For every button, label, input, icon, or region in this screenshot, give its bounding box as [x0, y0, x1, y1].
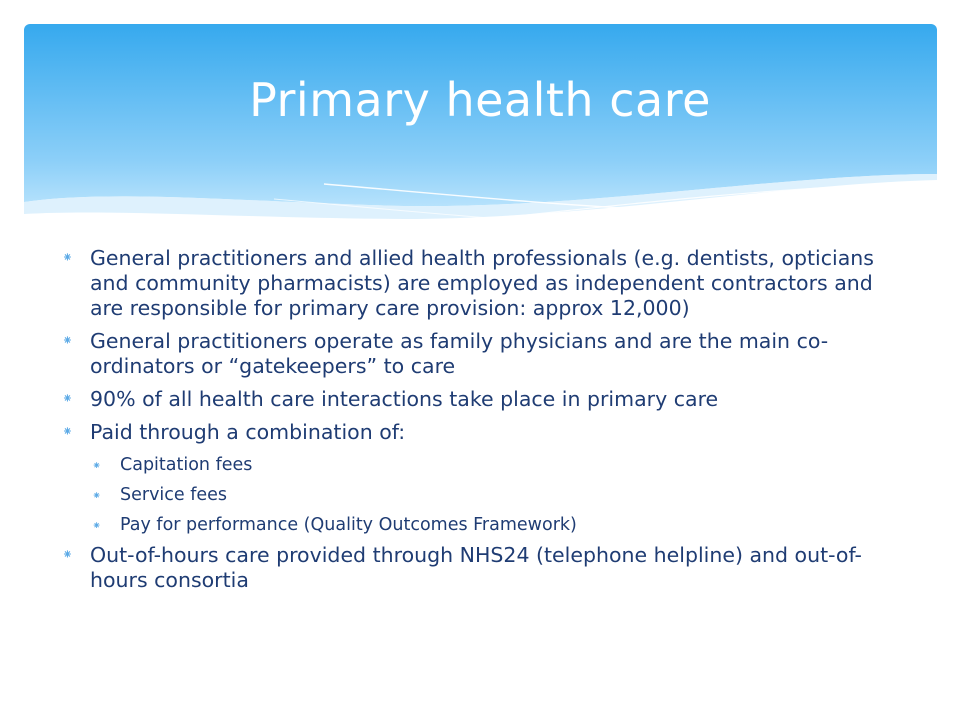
bullet-list: [62, 246, 902, 601]
slide-title: Primary health care: [249, 73, 711, 127]
list-item: [62, 387, 902, 412]
bullet-icon: ⁕: [92, 459, 102, 472]
bullet-icon: ⁕: [62, 548, 73, 563]
list-item: [62, 420, 902, 445]
sub-list-item: [92, 483, 902, 508]
list-item: [62, 543, 902, 593]
sub-bullet-text: Pay for performance (Quality Outcomes Framework): [120, 515, 577, 535]
sub-list-item: [92, 453, 902, 478]
header-banner: [24, 24, 937, 254]
sub-list-item: [92, 513, 902, 538]
bullet-icon: ⁕: [92, 489, 102, 502]
bullet-icon: ⁕: [62, 334, 73, 349]
bullet-text: Paid through a combination of:: [90, 420, 406, 444]
bullet-icon: ⁕: [62, 251, 73, 266]
bullet-icon: ⁕: [62, 392, 73, 407]
bullet-text: 90% of all health care interactions take place in primary care: [90, 387, 719, 411]
bullet-icon: ⁕: [92, 519, 102, 532]
bullet-icon: ⁕: [62, 425, 73, 440]
bullet-text: General practitioners and allied health professionals (e.g. dentists, opticians and community pharmacists) are employed as independent contractors and are responsible for primary care provision: approx 12,000): [90, 246, 874, 320]
sub-bullet-text: Capitation fees: [120, 455, 253, 475]
list-item: [62, 329, 902, 379]
bullet-text: Out-of-hours care provided through NHS24 (telephone helpline) and out-of-hours consortia: [90, 543, 862, 592]
list-item: [62, 246, 902, 321]
sub-bullet-text: Service fees: [120, 485, 228, 505]
bullet-text: General practitioners operate as family physicians and are the main co-ordinators or “gatekeepers” to care: [90, 329, 829, 378]
header-wave-graphic: [24, 24, 937, 254]
